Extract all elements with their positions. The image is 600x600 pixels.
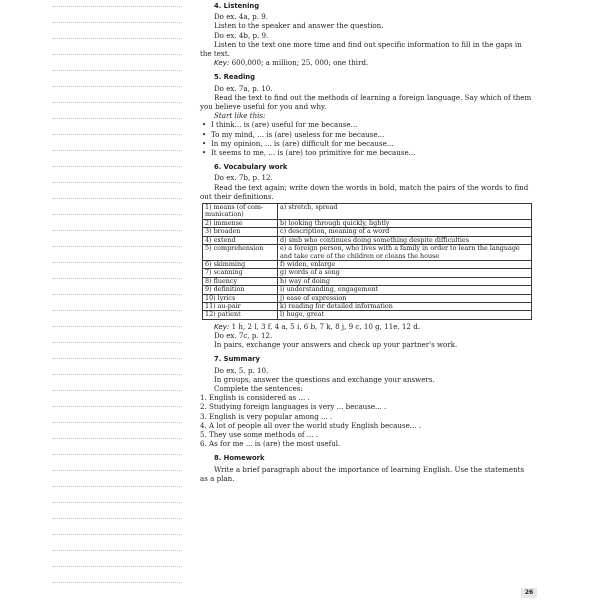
word-cell: 12) patient	[203, 311, 278, 319]
text-line: Listen to the speaker and answer the question.	[214, 21, 384, 31]
note-line	[52, 454, 182, 455]
note-line	[52, 38, 182, 39]
lesson-page	[200, 2, 534, 598]
note-line	[52, 102, 182, 103]
note-line	[52, 150, 182, 151]
word-cell: 1) means (of com-munication)	[203, 204, 278, 220]
text-line: Read the text to find out the methods of learning a foreign language. Say which of them you believe useful for you and why.	[200, 92, 532, 112]
table-row	[203, 269, 532, 277]
definition-cell: l) huge, great	[278, 311, 532, 319]
definition-cell: f) widen, enlarge	[278, 260, 532, 268]
notes-margin	[0, 0, 190, 600]
note-line	[52, 134, 182, 135]
section-heading: 7. Summary	[214, 355, 260, 364]
word-cell: 10) lyrics	[203, 294, 278, 302]
listening-section	[200, 2, 534, 67]
note-line	[52, 518, 182, 519]
note-line	[52, 566, 182, 567]
list-item: 4. A lot of people all over the world study English because... .	[200, 420, 422, 430]
definition-cell: h) way of doing	[278, 277, 532, 285]
text-line: Do ex. 4a, p. 9.	[214, 12, 268, 22]
text-line: In groups, answer the questions and exchange your answers.	[214, 374, 435, 384]
definition-cell: k) reading for detailed information	[278, 302, 532, 310]
note-line	[52, 22, 182, 23]
vocabulary-section	[200, 163, 534, 349]
note-line	[52, 582, 182, 583]
text-line: Do ex. 7c, p. 12.	[214, 330, 273, 340]
word-cell: 7) scanning	[203, 269, 278, 277]
sentence-list	[200, 393, 534, 448]
note-line	[52, 502, 182, 503]
word-cell: 8) fluency	[203, 277, 278, 285]
table-row	[203, 260, 532, 268]
note-line	[52, 198, 182, 199]
text-line: Do ex. 7a, p. 10.	[214, 83, 273, 93]
section-heading: 8. Homework	[214, 454, 265, 463]
definition-cell: c) description, meaning of a word	[278, 228, 532, 236]
word-cell: 5) comprehension	[203, 245, 278, 261]
note-line	[52, 390, 182, 391]
word-cell: 4) extend	[203, 236, 278, 244]
text-line: Listen to the text one more time and find out specific information to fill in the gaps in the text.	[200, 39, 522, 59]
list-item: • To my mind, ... is (are) useless for me because...	[202, 130, 534, 139]
note-line	[52, 438, 182, 439]
list-item: 2. Studying foreign languages is very ... because... .	[200, 402, 387, 412]
table-row	[203, 245, 532, 261]
list-item: 6. As for me ... is (are) the most useful.	[200, 439, 341, 449]
text-line: Read the text again; write down the words in bold, match the pairs of the words to find out their definitions.	[200, 182, 529, 201]
note-line	[52, 182, 182, 183]
list-item: • It seems to me, ... is (are) too primitive for me because...	[202, 148, 534, 157]
phrase-list	[200, 120, 534, 157]
definition-cell: d) smb who continues doing something despite difficulties	[278, 236, 532, 244]
page-number: 26	[521, 588, 537, 598]
word-cell: 3) broaden	[203, 228, 278, 236]
reading-section	[200, 73, 534, 157]
homework-section	[200, 454, 534, 483]
note-line	[52, 486, 182, 487]
text-line: Complete the sentences:	[214, 383, 303, 393]
note-line	[52, 326, 182, 327]
note-line	[52, 470, 182, 471]
list-item: 3. English is very popular among ... .	[200, 411, 333, 421]
note-line	[52, 214, 182, 215]
section-heading: 5. Reading	[214, 73, 256, 82]
note-line	[52, 374, 182, 375]
table-row	[203, 311, 532, 319]
start-like-label: Start like this:	[214, 111, 266, 121]
list-item: • In my opinion, ... is (are) difficult for me because...	[202, 139, 534, 148]
definition-cell: b) looking through quickly, lightly	[278, 219, 532, 227]
note-line	[52, 278, 182, 279]
note-line	[52, 358, 182, 359]
summary-section	[200, 355, 534, 448]
list-item: 5. They use some methods of ... .	[200, 429, 319, 439]
note-line	[52, 534, 182, 535]
list-item: • I think... is (are) useful for me because...	[202, 120, 534, 129]
text-line: In pairs, exchange your answers and check up your partner's work.	[214, 340, 458, 350]
answer-key	[200, 58, 534, 67]
table-row	[203, 302, 532, 310]
definition-cell: a) stretch, spread	[278, 204, 532, 220]
key-text: 600,000; a million; 25, 000; one third.	[231, 58, 369, 68]
section-heading: 4. Listening	[214, 2, 260, 10]
text-line: Write a brief paragraph about the importance of learning English. Use the statements as a plan.	[200, 464, 525, 483]
word-cell: 6) skimming	[203, 260, 278, 268]
note-line	[52, 422, 182, 423]
section-heading: 6. Vocabulary work	[214, 163, 288, 172]
note-line	[52, 70, 182, 71]
note-line	[52, 6, 182, 7]
note-line	[52, 310, 182, 311]
text-line: Do ex. 7b, p. 12.	[214, 173, 273, 183]
text-line: Do ex. 4b, p. 9.	[214, 30, 269, 40]
table-row	[203, 286, 532, 294]
note-line	[52, 54, 182, 55]
key-text: 1 h, 2 l, 3 f, 4 a, 5 i, 6 b, 7 k, 8 j, 9 c, 10 g, 11e, 12 d.	[231, 321, 420, 331]
note-line	[52, 86, 182, 87]
definition-cell: g) words of a song	[278, 269, 532, 277]
word-cell: 2) immense	[203, 219, 278, 227]
answer-key	[200, 322, 534, 331]
definition-cell: i) understanding, engagement	[278, 286, 532, 294]
definition-cell: j) ease of expression	[278, 294, 532, 302]
word-cell: 11) au-pair	[203, 302, 278, 310]
vocabulary-table	[202, 203, 532, 320]
list-item: 1. English is considered as ... .	[200, 393, 310, 403]
key-label: Key:	[214, 321, 230, 331]
word-cell: 9) definition	[203, 286, 278, 294]
note-line	[52, 230, 182, 231]
note-line	[52, 342, 182, 343]
note-line	[52, 118, 182, 119]
note-line	[52, 406, 182, 407]
note-line	[52, 262, 182, 263]
table-row	[203, 204, 532, 220]
text-line: Do ex. 5, p. 10.	[214, 365, 269, 375]
note-line	[52, 550, 182, 551]
table-row	[203, 228, 532, 236]
note-line	[52, 246, 182, 247]
definition-cell: e) a foreign person, who lives with a family in order to learn the language and take care of the children or cleans the house	[278, 245, 532, 261]
note-line	[52, 166, 182, 167]
key-label: Key:	[214, 58, 230, 68]
note-line	[52, 294, 182, 295]
